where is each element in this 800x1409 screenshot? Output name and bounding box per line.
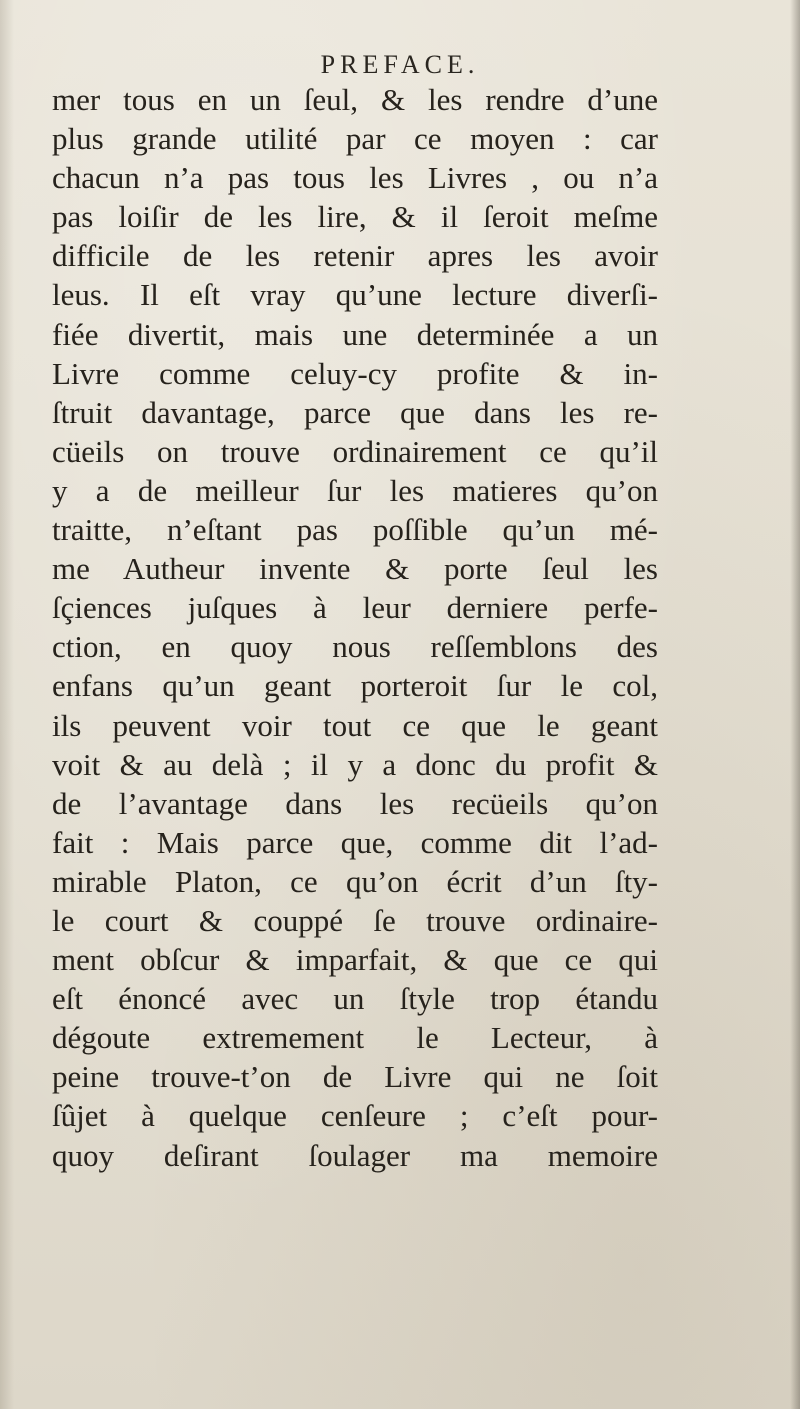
text-line: ſtruit davantage, parce que dans les re- bbox=[52, 394, 658, 430]
text-line: mirable Platon, ce qu’on écrit d’un ſty- bbox=[52, 863, 658, 899]
text-line: de l’avantage dans les recüeils qu’on bbox=[52, 785, 658, 821]
text-line: quoy deſirant ſoulager ma memoire bbox=[52, 1137, 658, 1173]
text-line: difficile de les retenir apres les avoir bbox=[52, 238, 658, 274]
text-line: Livre comme celuy-cy profite & in- bbox=[52, 355, 658, 391]
text-line: eſt énoncé avec un ſtyle trop étandu bbox=[52, 981, 658, 1017]
text-line: leus. Il eſt vray qu’une lecture diverſi- bbox=[52, 277, 658, 313]
text-line: traitte, n’eſtant pas poſſible qu’un mé- bbox=[52, 512, 658, 548]
text-line: mer tous en un ſeul, & les rendre d’une bbox=[52, 82, 658, 117]
text-line: chacun n’a pas tous les Livres , ou n’a bbox=[52, 160, 658, 196]
text-line: ſçiences juſques à leur derniere perfe- bbox=[52, 590, 658, 626]
text-line: peine trouve-t’on de Livre qui ne ſoit bbox=[52, 1059, 658, 1095]
page-edge-shadow-right bbox=[790, 0, 800, 1409]
text-line: fiée divertit, mais une determinée a un bbox=[52, 316, 658, 352]
text-line: dégoute extremement le Lecteur, à bbox=[52, 1020, 658, 1056]
text-line: ction, en quoy nous reſſemblons des bbox=[52, 629, 658, 665]
text-line: me Autheur invente & porte ſeul les bbox=[52, 551, 658, 587]
text-line: ment obſcur & imparfait, & que ce qui bbox=[52, 942, 658, 978]
text-line: cüeils on trouve ordinairement ce qu’il bbox=[52, 433, 658, 469]
text-line: plus grande utilité par ce moyen : car bbox=[52, 121, 658, 157]
text-line: ſûjet à quelque cenſeure ; c’eſt pour- bbox=[52, 1098, 658, 1134]
text-line: y a de meilleur ſur les matieres qu’on bbox=[52, 472, 658, 508]
text-line: voit & au delà ; il y a donc du profit & bbox=[52, 746, 658, 782]
text-line: ils peuvent voir tout ce que le geant bbox=[52, 707, 658, 743]
body-text bbox=[52, 80, 658, 1175]
text-line: enfans qu’un geant porteroit ſur le col, bbox=[52, 668, 658, 704]
text-line: pas loiſir de les lire, & il ſeroit meſme bbox=[52, 199, 658, 235]
running-head: PREFACE. bbox=[320, 50, 480, 79]
page-edge-shadow-left bbox=[0, 0, 14, 1409]
text-line: fait : Mais parce que, comme dit l’ad- bbox=[52, 824, 658, 860]
text-line: le court & couppé ſe trouve ordinaire- bbox=[52, 902, 658, 938]
